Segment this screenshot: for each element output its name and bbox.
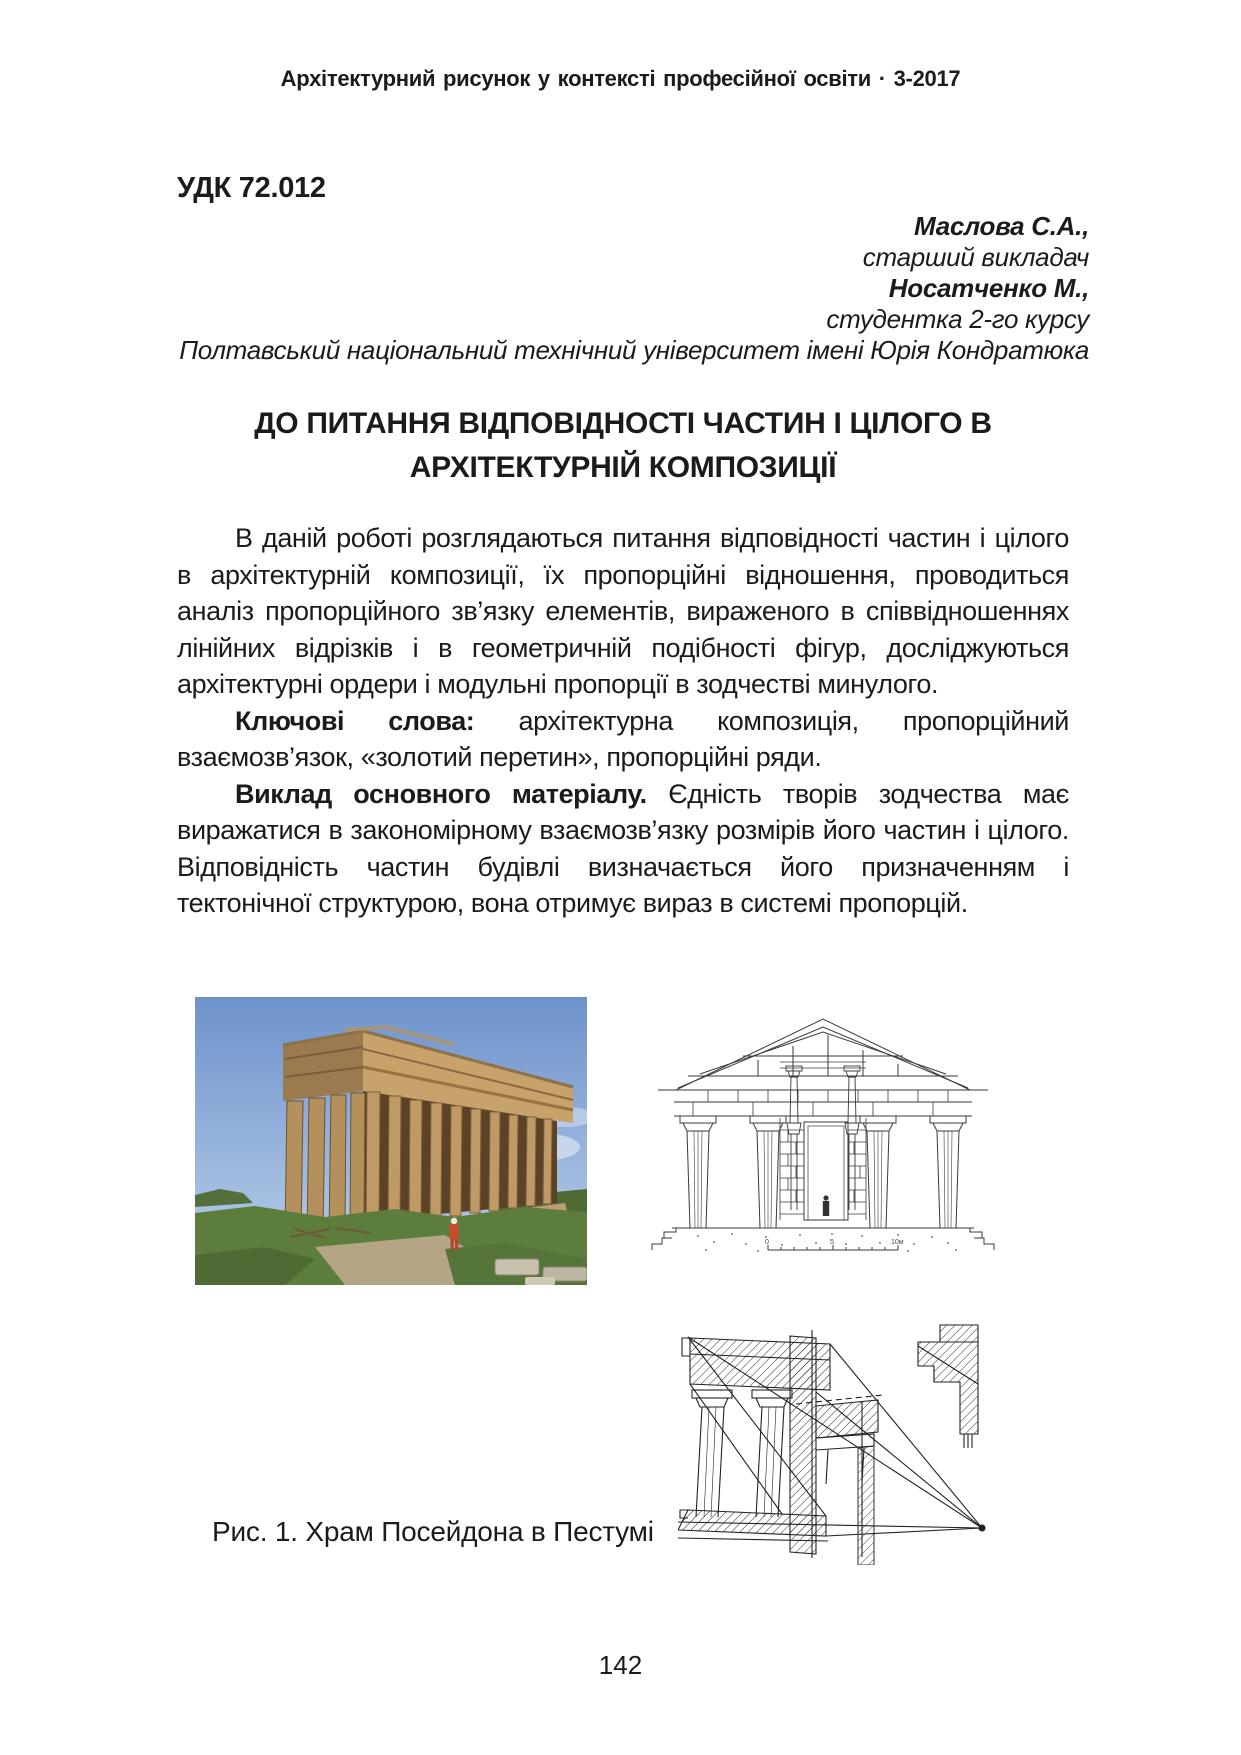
page-number: 142	[598, 1650, 643, 1680]
paragraph-abstract	[177, 520, 1069, 703]
perspective-sketch	[678, 1322, 1005, 1565]
pediment-outline	[658, 1019, 988, 1090]
paragraph-keywords	[177, 703, 1069, 776]
scale-label-10: 10м	[891, 1239, 904, 1246]
scale-label-0: 0	[765, 1239, 769, 1246]
author-name: Маслова С.А.,	[914, 211, 1089, 241]
main-section-label: Виклад основного матеріалу.	[235, 778, 647, 809]
abstract-text: В даній роботі розглядаються питання відповідності частин і цілого в архітектурній композиції, їх пропорційні відношення, проводиться аналіз пропорційного зв’язку елементів, вираженого в співвідношеннях лінійних відрізків і в геометричній подібності фігур, досліджуються архітектурні ордери і модульні пропорції в зодчестві минулого.	[177, 523, 1069, 699]
paragraph-main	[177, 776, 1069, 922]
facade-drawing-image	[648, 1010, 998, 1258]
main-section-text: Єдність творів зодчества має виражатися в закономірному взаємозв’язку розмірів його частин і цілого. Відповідність частин будівлі визначається його призначенням і тектонічної структурою, вона отримує вираз в системі пропорцій.	[177, 778, 1069, 918]
article-body	[177, 520, 1069, 922]
article-title: ДО ПИТАННЯ ВІДПОВІДНОСТІ ЧАСТИН І ЦІЛОГО В АРХІТЕКТУРНІЙ КОМПОЗИЦІЇ	[254, 407, 992, 484]
perspective-sketch-image	[678, 1322, 1005, 1565]
photo-foreground	[195, 1206, 587, 1285]
temple-photo-image	[195, 997, 587, 1285]
scale-label-5: 5	[830, 1239, 834, 1246]
keywords-label: Ключові слова:	[235, 705, 475, 736]
facade-drawing	[648, 1010, 998, 1258]
temple-photo	[195, 997, 587, 1285]
facade-human-figure	[823, 1195, 829, 1216]
figure-caption: Рис. 1. Храм Посейдона в Пестумі	[212, 1516, 654, 1547]
author-role: студентка 2-го курсу	[826, 304, 1089, 334]
byline-block	[179, 211, 1089, 366]
facade-naos-wall	[780, 1062, 866, 1220]
keywords-text: архітектурна композиція, пропорційний взаємозв’язок, «золотий перетин», пропорційні ряди.	[177, 705, 1069, 772]
sketch-ground	[678, 1510, 982, 1541]
journal-header: Архітектурний рисунок у контексті професійної освіти · 3-2017	[280, 66, 961, 91]
sketch-eye-point	[979, 1525, 985, 1531]
facade-platform-dots	[697, 1233, 957, 1252]
author-name: Носатченко М.,	[888, 273, 1089, 303]
udc-code: УДК 72.012	[177, 172, 326, 204]
facade-stylobate	[652, 1228, 994, 1250]
facade-inner-columns	[786, 1066, 860, 1210]
affiliation: Полтавський національний технічний університет імені Юрія Кондратюка	[179, 335, 1089, 365]
sketch-cornice-detail	[918, 1325, 978, 1448]
facade-scale-labels	[765, 1239, 904, 1246]
sketch-columns	[692, 1390, 792, 1517]
author-role: старший викладач	[862, 242, 1089, 272]
